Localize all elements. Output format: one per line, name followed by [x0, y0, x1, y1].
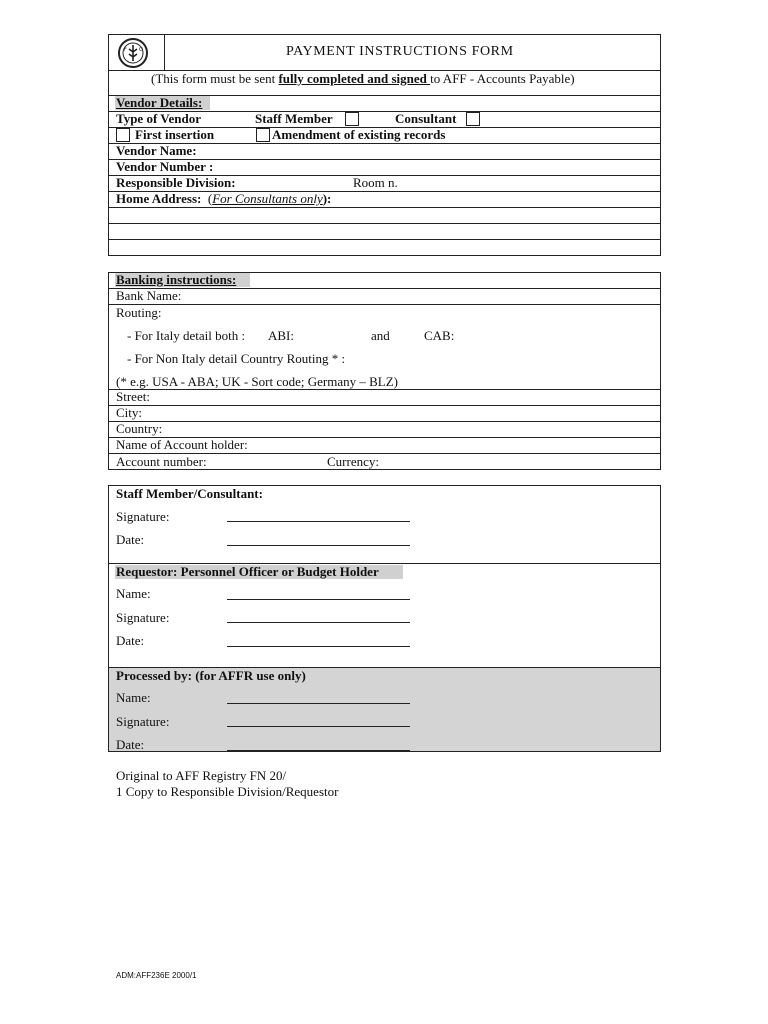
staff-consultant-heading: Staff Member/Consultant: [116, 486, 263, 501]
staff-signature-line[interactable] [227, 521, 410, 522]
instructions-pre: (This form must be sent [151, 71, 279, 86]
italy-routing-line: - For Italy detail both : [127, 328, 246, 343]
first-insertion-checkbox[interactable] [116, 128, 130, 142]
requestor-name-line[interactable] [227, 599, 410, 600]
vendor-details-heading: Vendor Details: [116, 95, 203, 110]
processed-signature-line[interactable] [227, 726, 410, 727]
banking-heading: Banking instructions: [116, 272, 237, 287]
banking-rule [108, 421, 661, 422]
requestor-signature-line[interactable] [227, 622, 410, 623]
banking-rule [108, 405, 661, 406]
first-insertion-label: First insertion [135, 127, 215, 142]
vendor-name-label: Vendor Name: [116, 143, 197, 158]
banking-rule [108, 288, 661, 289]
form-code: ADM:AFF236E 2000/1 [116, 971, 197, 980]
page-title: PAYMENT INSTRUCTIONS FORM [286, 44, 514, 59]
non-italy-routing-line: - For Non Italy detail Country Routing * : [127, 351, 346, 366]
cab-label: CAB: [424, 328, 455, 343]
form-instructions [151, 71, 575, 86]
vendor-rule [108, 223, 661, 224]
abi-label: ABI: [268, 328, 294, 343]
city-label: City: [116, 405, 143, 420]
amendment-checkbox[interactable] [256, 128, 270, 142]
fao-logo-icon [117, 37, 149, 69]
room-label: Room n. [353, 175, 398, 190]
staff-date-label: Date: [116, 532, 145, 547]
and-label: and [371, 328, 390, 343]
instructions-emphasis: fully completed and signed [278, 71, 431, 86]
distribution-line-2: 1 Copy to Responsible Division/Requestor [116, 784, 339, 799]
currency-label: Currency: [327, 454, 379, 469]
processed-date-label: Date: [116, 737, 145, 752]
country-label: Country: [116, 421, 163, 436]
consultant-checkbox[interactable] [466, 112, 480, 126]
processed-date-line[interactable] [227, 750, 410, 751]
vendor-rule [108, 207, 661, 208]
instructions-post: to AFF - Accounts Payable) [430, 71, 575, 86]
requestor-date-label: Date: [116, 633, 145, 648]
consultants-only-note: For Consultants only [212, 191, 323, 206]
responsible-division-label: Responsible Division: [116, 175, 236, 190]
requestor-heading: Requestor: Personnel Officer or Budget Holder [116, 564, 379, 579]
header-divider [164, 34, 165, 70]
routing-label: Routing: [116, 305, 162, 320]
requestor-date-line[interactable] [227, 646, 410, 647]
processed-by-heading: Processed by: (for AFFR use only) [116, 668, 306, 683]
requestor-name-label: Name: [116, 586, 151, 601]
account-number-label: Account number: [116, 454, 207, 469]
routing-example: (* e.g. USA - ABA; UK - Sort code; Germany – BLZ) [116, 374, 398, 389]
home-address-line: Home Address: (For Consultants only): [116, 191, 332, 206]
staff-member-label: Staff Member [255, 111, 333, 126]
svg-text:O: O [139, 47, 143, 53]
banking-rule [108, 389, 661, 390]
staff-member-checkbox[interactable] [345, 112, 359, 126]
vendor-type-label: Type of Vendor [116, 111, 201, 126]
street-label: Street: [116, 389, 150, 404]
banking-rule [108, 304, 661, 305]
requestor-signature-label: Signature: [116, 610, 170, 625]
vendor-number-label: Vendor Number : [116, 159, 214, 174]
processed-name-line[interactable] [227, 703, 410, 704]
staff-date-line[interactable] [227, 545, 410, 546]
bank-name-label: Bank Name: [116, 288, 182, 303]
processed-signature-label: Signature: [116, 714, 170, 729]
account-holder-label: Name of Account holder: [116, 437, 248, 452]
svg-text:F: F [124, 47, 127, 53]
staff-signature-label: Signature: [116, 509, 170, 524]
consultant-label: Consultant [395, 111, 457, 126]
vendor-rule [108, 239, 661, 240]
amendment-label: Amendment of existing records [272, 127, 446, 142]
home-address-label: Home Address: [116, 191, 202, 206]
processed-name-label: Name: [116, 690, 151, 705]
distribution-line-1: Original to AFF Registry FN 20/ [116, 768, 287, 783]
